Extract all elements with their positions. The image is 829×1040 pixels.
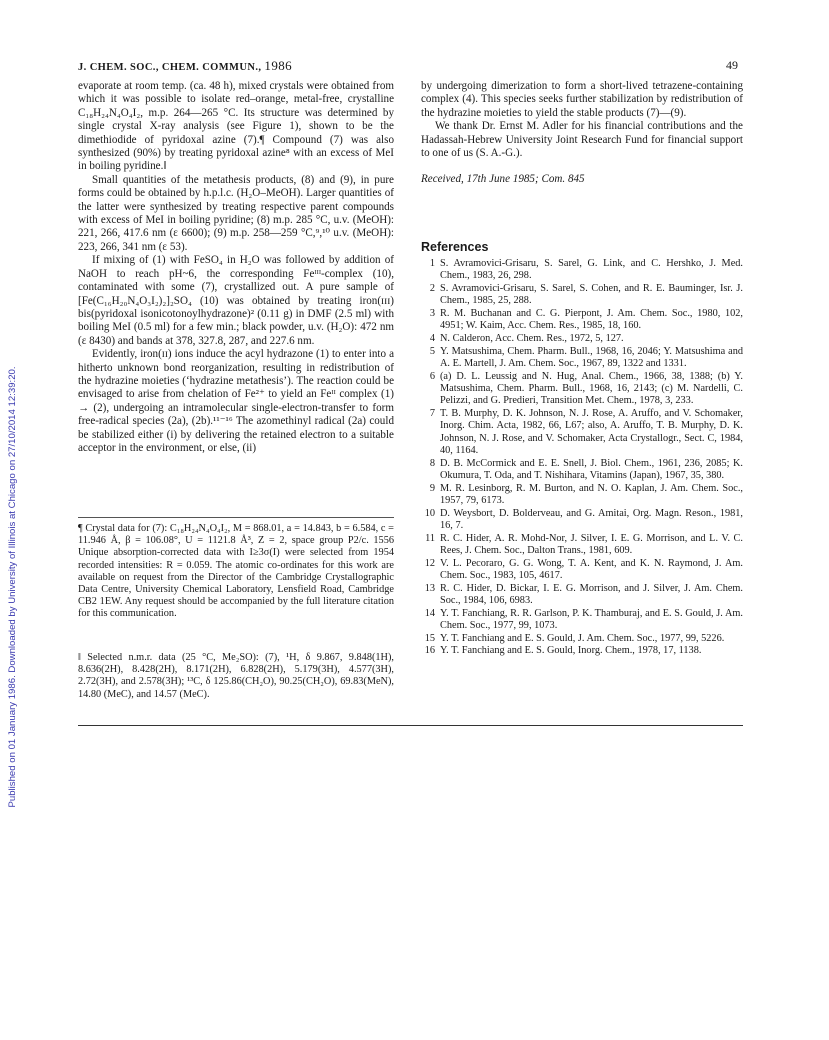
- reference-text: T. B. Murphy, D. K. Johnson, N. J. Rose, A. Aruffo, and V. Schomaker, Inorg. Chim. Acta, 1982, 66, L67; also, A. Aruffo, T. B. Murphy, D. K. Johnson, N. J. Rose, and V. Schomaker, Acta Crystallogr., Sect. C, 1984, 40, 1164.: [440, 408, 743, 456]
- reference-number: 5: [429, 345, 435, 357]
- reference-text: R. C. Hider, A. R. Mohd-Nor, J. Silver, I. E. G. Morrison, and L. V. C. Rees, J. Chem. Soc., Dalton Trans., 1981, 609.: [440, 532, 743, 556]
- reference-item: [421, 558, 743, 583]
- download-watermark: [0, 182, 18, 992]
- reference-number: 2: [429, 283, 435, 294]
- reference-number: 7: [429, 408, 435, 419]
- body-paragraph: by undergoing dimerization to form a short-lived tetrazene-containing complex (4). This species seeks further stabilization by redistribution of the hydrazine moieties to yield the stable products (7)—(9).: [421, 80, 743, 119]
- right-column: [421, 80, 743, 187]
- reference-item: [421, 608, 743, 633]
- reference-item: [421, 283, 743, 308]
- body-paragraph: If mixing of (1) with FeSO₄ in H₂O was followed by addition of NaOH to reach pH~6, the corresponding Feᴵᴵᴵ-complex (10), contaminated with some (7), crystallized out. A pure sample of [Fe(C₁₆H₂₀N₄O₃I₂)₂]₂SO₄ (10) was obtained by treating iron(ɪɪɪ) bis(pyridoxal isonicotonoylhydrazone)² (0.11 g) in DMF (2.5 ml) with boiling MeI (0.5 ml) for a few min.; black powder, u.v. (H₂O): 472 nm (ε 8430) and bands at 378, 327.8, 287, and 227.6 nm.: [78, 254, 394, 347]
- footnote-divider: [78, 517, 394, 518]
- reference-item: [421, 258, 743, 283]
- reference-number: 11: [425, 532, 435, 544]
- reference-item: [421, 458, 743, 483]
- reference-text: D. Weysbort, D. Bolderveau, and G. Amitai, Org. Magn. Reson., 1981, 16, 7.: [440, 507, 743, 531]
- footnote-crystal-data: ¶ Crystal data for (7): C₁₈H₂₄N₄O₄I₂, M = 868.01, a = 14.843, b = 6.584, c = 11.946 Å, β = 106.08°, U = 1121.8 Å³, Z = 2, space group P2/c. 1556 Unique absorption-corrected data with I≥3σ(I) were selected from 1954 recorded intensities: R = 0.059. The atomic co-ordinates for this work are available on request from the Director of the Cambridge Crystallographic Data Centre, University Chemical Laboratory, Lensfield Road, Cambridge CB2 1EW. Any request should be accompanied by the full literature citation for this communication.: [78, 523, 394, 620]
- reference-number: 4: [429, 333, 435, 344]
- body-paragraph: Small quantities of the metathesis products, (8) and (9), in pure forms could be obtained by h.p.l.c. (H₂O–MeOH). Larger quantities of the latter were synthesized by treating respective parent compounds with excess of MeI in boiling pyridine; (8) m.p. 285 °C, u.v. (MeOH): 221, 266, 417.6 nm (ε 6600); (9) m.p. 258—259 °C,⁹,¹⁰ u.v. (MeOH): 223, 266, 341 nm (ε 53).: [78, 173, 394, 253]
- reference-item: [421, 645, 743, 657]
- reference-item: [421, 633, 743, 645]
- reference-number: 6: [429, 370, 435, 382]
- reference-item: [421, 333, 743, 345]
- page-number: 49: [726, 58, 738, 72]
- reference-text: S. Avramovici-Grisaru, S. Sarel, G. Link, and C. Hershko, J. Med. Chem., 1983, 26, 298.: [440, 258, 743, 282]
- reference-number: 10: [424, 507, 435, 519]
- reference-item: [421, 483, 743, 508]
- body-paragraph: evaporate at room temp. (ca. 48 h), mixed crystals were obtained from which it was possible to isolate red–orange, metal-free, crystalline C₁₈H₂₄N₄O₄I₂, m.p. 264—265 °C. Its structure was determined by single crystal X-ray analysis (see Figure 1), shown to be the dimethiodide of pyridoxal azine (7).¶ Compound (7) was also synthesized (90%) by treating pyridoxal azine⁸ with an excess of MeI in boiling pyridine.‖: [78, 80, 394, 173]
- reference-number: 8: [429, 457, 435, 469]
- reference-number: 14: [424, 607, 435, 619]
- reference-text: V. L. Pecoraro, G. G. Wong, T. A. Kent, and K. N. Raymond, J. Am. Chem. Soc., 1983, 105, 4617.: [440, 557, 743, 581]
- footnote-nmr-data: ‖ Selected n.m.r. data (25 °C, Me₂SO): (7), ¹H, δ 9.867, 9.848(1H), 8.636(2H), 8.428(2H), 8.171(2H), 6.828(2H), 5.179(3H), 4.577(3H), 2.72(3H), and 2.578(3H); ¹³C, δ 125.86(CH₂O), 90.25(CH₂O), 69.83(MeN), 14.80 (MeC), and 14.57 (MeC).: [78, 652, 394, 700]
- download-watermark-text: Published on 01 January 1986. Downloaded by University of Illinois at Chicago on 27/10/2014 12:39:20.: [7, 366, 18, 808]
- reference-text: D. B. McCormick and E. E. Snell, J. Biol. Chem., 1961, 236, 2085; K. Okumura, T. Oda, and T. Nishihara, Vitamins (Japan), 1967, 35, 380.: [440, 457, 743, 481]
- left-column: [78, 80, 394, 455]
- reference-number: 12: [424, 557, 435, 569]
- reference-text: Y. T. Fanchiang and E. S. Gould, Inorg. Chem., 1978, 17, 1138.: [440, 645, 702, 657]
- reference-item: [421, 508, 743, 533]
- received-date: Received, 17th June 1985; Com. 845: [421, 173, 585, 186]
- reference-number: 13: [424, 582, 435, 594]
- reference-number: 1: [429, 258, 435, 269]
- body-paragraph: Evidently, iron(ɪɪ) ions induce the acyl hydrazone (1) to enter into a hitherto unknown bond reorganization, resulting in redistribution of the hydrazine moieties (‘hydrazine metathesis’). The reaction could be envisaged to arise from chelation of Fe²⁺ to yield an Feᴵᴵ complex (1) → (2), undergoing an intramolecular single-electron-transfer to form free-radical species (2a), (2b).¹¹⁻¹⁶ The azomethinyl radical (2a) could be stabilized either (i) by delivering the retained electron to a suitable acceptor in the environment, or else, (ii): [78, 348, 394, 454]
- reference-item: [421, 583, 743, 608]
- reference-text: (a) D. L. Leussig and N. Hug, Anal. Chem., 1966, 38, 1388; (b) Y. Matsushima, Chem. Pharm. Bull., 1968, 16, 2143; (c) M. Nardelli, C. Pelizzi, and G. Predieri, Transition Met. Chem., 1978, 3, 233.: [440, 370, 743, 407]
- reference-item: [421, 371, 743, 408]
- references-heading: References: [421, 240, 489, 254]
- page-bottom-rule: [78, 725, 743, 726]
- references-list: [421, 258, 743, 658]
- reference-item: [421, 308, 743, 333]
- reference-number: 9: [429, 482, 435, 494]
- reference-text: S. Avramovici-Grisaru, S. Sarel, S. Cohen, and R. E. Bauminger, Isr. J. Chem., 1985, 25, 288.: [440, 283, 743, 307]
- reference-item: [421, 408, 743, 457]
- reference-number: 16: [424, 645, 435, 657]
- reference-item: [421, 346, 743, 371]
- reference-number: 15: [424, 632, 435, 644]
- reference-text: Y. T. Fanchiang, R. R. Garlson, P. K. Thamburaj, and E. S. Gould, J. Am. Chem. Soc., 1977, 99, 1073.: [440, 607, 743, 631]
- reference-text: R. M. Buchanan and C. G. Pierpont, J. Am. Chem. Soc., 1980, 102, 4951; W. Kaim, Acc. Chem. Res., 1985, 18, 160.: [440, 308, 743, 332]
- reference-text: M. R. Lesinborg, R. M. Burton, and N. O. Kaplan, J. Am. Chem. Soc., 1957, 79, 6173.: [440, 482, 743, 506]
- journal-year: 1986: [264, 58, 293, 73]
- reference-text: Y. Matsushima, Chem. Pharm. Bull., 1968, 16, 2046; Y. Matsushima and A. E. Martell, J. Am. Chem. Soc., 1967, 89, 1322 and 1331.: [440, 345, 743, 369]
- reference-text: N. Calderon, Acc. Chem. Res., 1972, 5, 127.: [440, 333, 624, 344]
- acknowledgement-paragraph: We thank Dr. Ernst M. Adler for his financial contributions and the Hadassah-Hebrew University Joint Research Fund for financial support to one of us (S. A.-G.).: [421, 120, 743, 160]
- reference-number: 3: [429, 308, 435, 319]
- running-header: [78, 58, 292, 74]
- reference-item: [421, 533, 743, 558]
- reference-text: R. C. Hider, D. Bickar, I. E. G. Morrison, and J. Silver, J. Am. Chem. Soc., 1984, 106, 6983.: [440, 582, 743, 606]
- reference-text: Y. T. Fanchiang and E. S. Gould, J. Am. Chem. Soc., 1977, 99, 5226.: [440, 632, 725, 644]
- journal-name: J. CHEM. SOC., CHEM. COMMUN.,: [78, 62, 262, 73]
